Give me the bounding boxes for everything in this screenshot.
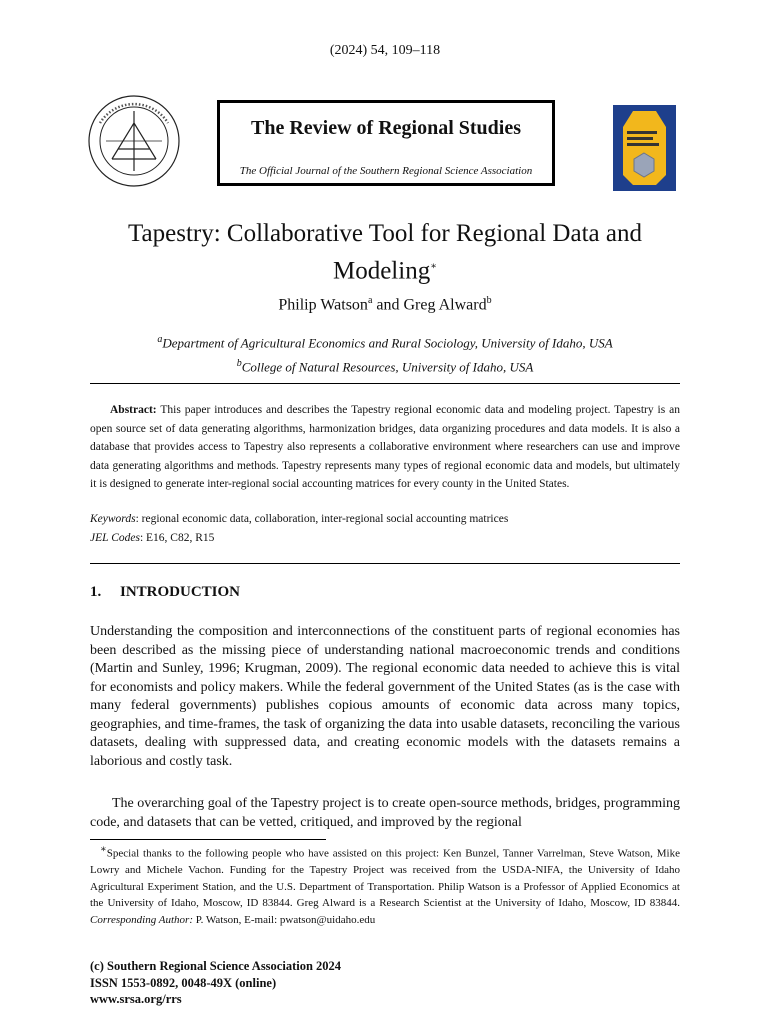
section-number: 1. [90, 584, 102, 600]
author-2-mark: b [486, 295, 492, 306]
abstract-text: This paper introduces and describes the Tapestry regional economic data and modeling project. Tapestry is an open source set of data generating algorithms, harmonization bridges, data organizing procedures and data models. It is also a database that provides access to Tapestry also represents a collaborative environment where researchers can use and improve data generating algorithms and methods. Tapestry represents many types of regional economic data and models, but ultimately it is designed to generate inter-regional social accounting matrices for every county in the United States. [90, 404, 680, 491]
keywords-label: Keywords [90, 513, 136, 525]
keywords [90, 513, 680, 525]
affiliation-b [0, 358, 770, 375]
issn-line: ISSN 1553-0892, 0048-49X (online) [90, 975, 277, 990]
section-heading [90, 584, 240, 601]
affiliation-a [0, 334, 770, 351]
affiliation-b-mark: b [236, 358, 242, 369]
author-2: Greg Alward [403, 296, 487, 314]
footnote-contact: P. Watson, E-mail: pwatson@uidaho.edu [195, 913, 376, 926]
abstract-bottom-rule [90, 563, 680, 564]
body-paragraph-1: Understanding the composition and interconnections of the constituent parts of regional economies has been described as the missing piece of understanding national macroeconomic trends and conditions (Martin and Sunley, 1996; Krugman, 2009). The regional economic data needed to achieve this is vital for economists and policy makers. While the federal government of the United States (as is the case with many federal governments) publishes copious amounts of economic data across many topics, geographies, and time-frames, the task of organizing the data into usable datasets, reconciling the various datasets, dealing with suppressed data, and creating economic models with the datasets remains a laborious and costly task. [90, 624, 680, 769]
article-title-text: Tapestry: Collaborative Tool for Regional Data and Modeling [128, 220, 642, 285]
author-1-mark: a [367, 295, 373, 306]
title-footnote-mark: ∗ [430, 261, 437, 272]
journal-cover-image [613, 105, 676, 191]
section-title: INTRODUCTION [120, 584, 241, 600]
publication-info [90, 958, 341, 1008]
association-seal-icon [86, 93, 182, 189]
body-paragraph-2: The overarching goal of the Tapestry project is to create open-source methods, bridges, programming code, and datasets that can be vetted, critiqued, and improved by the regional [90, 796, 680, 830]
authors [0, 295, 770, 314]
jel-text: : E16, C82, R15 [139, 532, 215, 544]
abstract-label: Abstract: [110, 404, 157, 416]
journal-url: www.srsa.org/rrs [90, 992, 182, 1006]
author-1: Philip Watson [278, 296, 368, 314]
journal-banner [217, 100, 555, 186]
copyright-line: (c) Southern Regional Science Association 2024 [90, 959, 342, 973]
affiliation-a-mark: a [157, 334, 163, 345]
abstract [90, 401, 680, 494]
article-title [90, 217, 680, 287]
keywords-text: : regional economic data, collaboration, inter-regional social accounting matrices [135, 513, 509, 525]
affiliation-a-text: Department of Agricultural Economics and Rural Sociology, University of Idaho, USA [162, 335, 613, 351]
citation: (2024) 54, 109–118 [329, 43, 441, 58]
abstract-top-rule [90, 383, 680, 384]
journal-subtitle: The Official Journal of the Southern Regional Science Association [239, 165, 533, 177]
authors-conjunction: and [376, 296, 400, 314]
footnote-rule [90, 839, 326, 840]
jel-label: JEL Codes [90, 532, 140, 544]
journal-title: The Review of Regional Studies [251, 117, 521, 139]
footnote [90, 842, 680, 928]
affiliation-b-text: College of Natural Resources, University of Idaho, USA [241, 359, 534, 375]
footnote-text: Special thanks to the following people who have assisted on this project: Ken Bunzel, Tanner Varrelman, Steve Watson, Mike Lowry and Michele Vachon. Funding for the Tapestry Project was received from the USDA-NIFA, the University of Idaho Agricultural Experiment Station, and the U.S. Department of Transportation. Philip Watson is a Professor of Applied Economics at the University of Idaho, Moscow, ID 83844. Greg Alward is a Research Scientist at the University of Idaho, Moscow, ID 83844. [90, 847, 680, 910]
footnote-corresponding-label: Corresponding Author: [90, 913, 193, 926]
footnote-mark: ∗ [100, 844, 107, 855]
jel-codes [90, 532, 680, 544]
